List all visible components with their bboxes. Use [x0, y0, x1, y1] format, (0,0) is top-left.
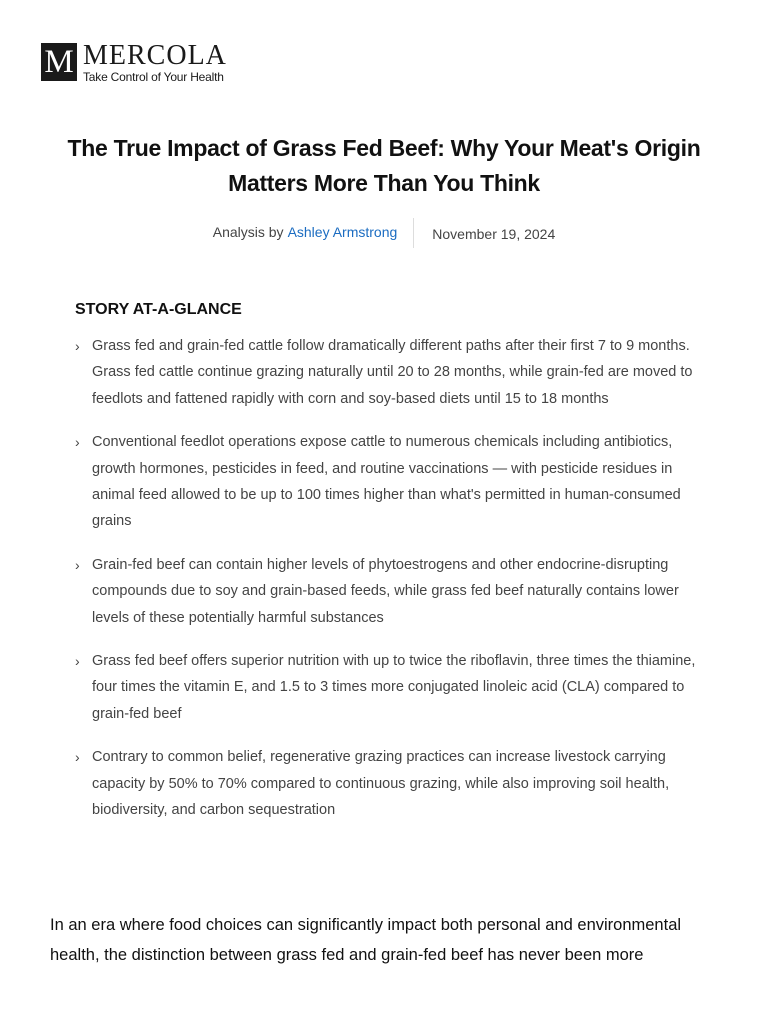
byline-prefix: Analysis by	[212, 224, 284, 240]
chevron-right-icon: ›	[75, 556, 80, 573]
glance-heading: STORY AT-A-GLANCE	[75, 301, 242, 318]
story-at-a-glance	[75, 299, 705, 841]
byline-author-block	[213, 224, 414, 240]
glance-item	[75, 552, 706, 631]
glance-item	[75, 648, 706, 727]
chevron-right-icon: ›	[75, 653, 80, 670]
logo-name: MERCOLA	[83, 40, 227, 71]
glance-item	[75, 429, 706, 535]
glance-item	[75, 333, 706, 412]
mercola-logo[interactable]	[41, 40, 227, 84]
glance-list	[75, 333, 705, 824]
glance-item-text: Grain-fed beef can contain higher levels of phytoestrogens and other endocrine-disrupting compounds due to soy and grain-based feeds, while grass fed beef naturally contains lower levels of these potentially harmful substances	[92, 556, 679, 626]
logo-mark-icon: M	[41, 43, 77, 81]
chevron-right-icon: ›	[75, 338, 80, 354]
glance-item-text: Grass fed beef offers superior nutrition with up to twice the riboflavin, three times the thiamine, four times the vitamin E, and 1.5 to 3 times more conjugated linoleic acid (CLA) compared to grain-fed beef	[92, 653, 696, 722]
logo-tagline: Take Control of Your Health	[83, 70, 224, 84]
article-intro-paragraph: In an era where food choices can significantly impact both personal and environmental health, the distinction between grass fed and grain-fed beef has never been more	[50, 916, 682, 964]
glance-item-text: Conventional feedlot operations expose cattle to numerous chemicals including antibiotics, growth hormones, pesticides in feed, and routine vaccinations — with pesticide residues in animal feed allowed to be up to 100 times higher than what's permitted in human-consumed grains	[92, 434, 681, 530]
article-title: The True Impact of Grass Fed Beef: Why Your Meat's Origin Matters More Than You Think	[67, 135, 701, 196]
chevron-right-icon: ›	[75, 434, 80, 451]
byline	[0, 218, 768, 248]
glance-item-text: Contrary to common belief, regenerative grazing practices can increase livestock carrying capacity by 50% to 70% compared to continuous grazing, while also improving soil health, biodiversity, and carbon sequestration	[92, 749, 670, 819]
chevron-right-icon: ›	[75, 749, 80, 766]
glance-item	[75, 744, 706, 823]
publish-date: November 19, 2024	[432, 226, 556, 242]
glance-item-text: Grass fed and grain-fed cattle follow dramatically different paths after their first 7 to 9 months. Grass fed cattle continue grazing naturally until 20 to 28 months, while grain-fed are moved to feedlots and fattened rapidly with corn and soy-based diets until 15 to 18 months	[92, 338, 693, 407]
author-link[interactable]: Ashley Armstrong	[287, 224, 398, 240]
logo-text	[83, 40, 227, 84]
